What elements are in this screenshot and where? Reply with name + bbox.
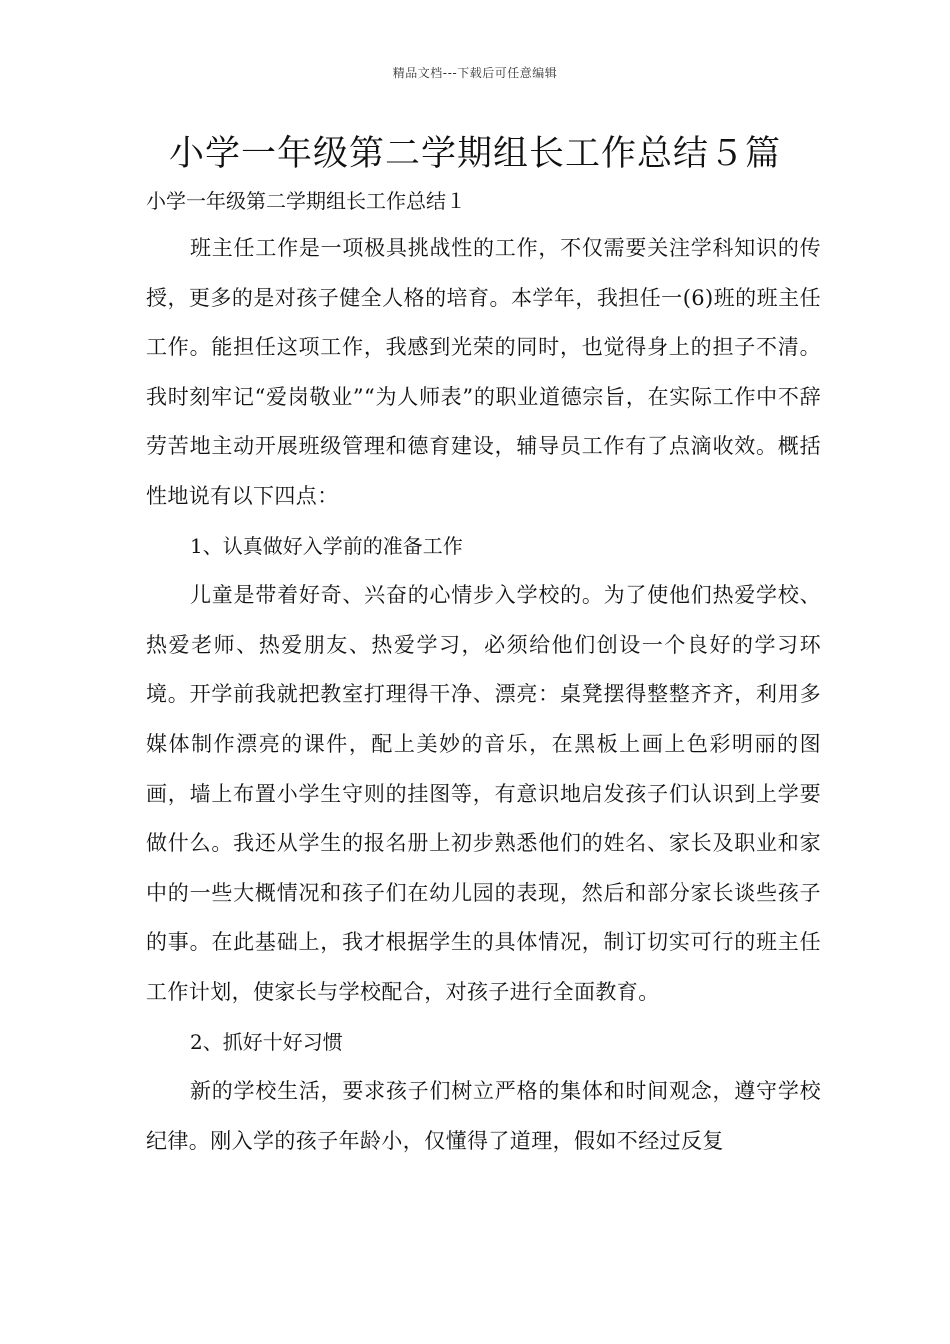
paragraph-intro: 班主任工作是一项极具挑战性的工作，不仅需要关注学科知识的传授，更多的是对孩子健全人格的培育。本学年，我担任一(6)班的班主任工作。能担任这项工作，我感到光荣的同时，也觉得身上的担子不清。我时刻牢记“爱岗敬业”“为人师表”的职业道德宗旨，在实际工作中不辞劳苦地主动开展班级管理和德育建设，辅导员工作有了点滴收效。概括性地说有以下四点： (146, 236, 821, 508)
section-heading-2: 2、抓好十好习惯 (190, 1029, 343, 1054)
section-subtitle: 小学一年级第二学期组长工作总结１ (146, 189, 466, 213)
section-heading-1: 1、认真做好入学前的准备工作 (190, 533, 463, 558)
paragraph-habits: 新的学校生活，要求孩子们树立严格的集体和时间观念，遵守学校纪律。刚入学的孩子年龄小，仅懂得了道理，假如不经过反复 (146, 1079, 821, 1153)
document-body (146, 178, 821, 1166)
paragraph-preparation: 儿童是带着好奇、兴奋的心情步入学校的。为了使他们热爱学校、热爱老师、热爱朋友、热爱学习，必须给他们创设一个良好的学习环境。开学前我就把教室打理得干净、漂亮：桌凳摆得整整齐齐，利用多媒体制作漂亮的课件，配上美妙的音乐，在黑板上画上色彩明丽的图画，墙上布置小学生守则的挂图等，有意识地启发孩子们认识到上学要做什么。我还从学生的报名册上初步熟悉他们的姓名、家长及职业和家中的一些大概情况和孩子们在幼儿园的表现，然后和部分家长谈些孩子的事。在此基础上，我才根据学生的具体情况，制订切实可行的班主任工作计划，使家长与学校配合，对孩子进行全面教育。 (146, 583, 821, 1004)
header-note: 精品文档---下载后可任意编辑 (392, 66, 558, 80)
document-title: 小学一年级第二学期组长工作总结５篇 (168, 134, 781, 174)
